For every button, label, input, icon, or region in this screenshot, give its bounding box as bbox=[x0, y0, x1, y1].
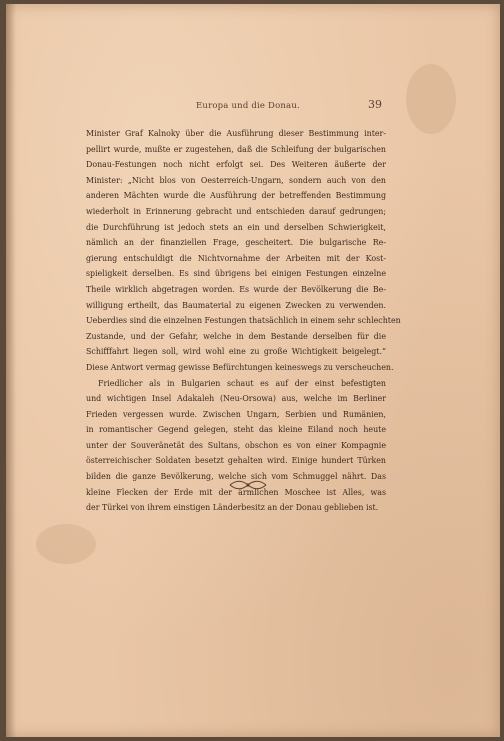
text-line: unter der Souveränetät des Sultans, obschon es von einer Kompagnie bbox=[86, 440, 386, 450]
text-line: Theile wirklich abgetragen worden. Es wurde der Bevölkerung die Be- bbox=[86, 284, 386, 294]
text-line: der Türkei von ihrem einstigen Länderbesitz an der Donau geblieben ist. bbox=[86, 503, 379, 513]
body-text bbox=[86, 126, 401, 516]
text-line: und wichtigen Insel Adakaleh (Neu-Orsowa) aus, welche im Berliner bbox=[86, 394, 386, 404]
text-line: Minister Graf Kalnoky über die Ausführung dieser Bestimmung inter- bbox=[86, 129, 386, 138]
ornamental-rule-icon bbox=[228, 479, 268, 491]
text-line: willigung ertheilt, das Baumaterial zu eigenen Zwecken zu verwenden. bbox=[86, 300, 386, 310]
text-line: anderen Mächten wurde die Ausführung der betreffenden Bestimmung bbox=[86, 191, 386, 201]
text-line: wiederholt in Erinnerung gebracht und entschieden darauf gedrungen; bbox=[86, 206, 386, 216]
page-header bbox=[6, 98, 500, 115]
book-page bbox=[6, 4, 500, 737]
paper-stain bbox=[36, 524, 96, 564]
text-line: kleine Flecken der Erde mit der ärmlichen Moschee ist Alles, was bbox=[86, 487, 386, 497]
text-line: Diese Antwort vermag gewisse Befürchtungen keineswegs zu verscheuchen. bbox=[86, 362, 394, 372]
text-line: spieligkeit derselben. Es sind übrigens bei einigen Festungen einzelne bbox=[86, 269, 386, 279]
text-line: Schifffahrt liegen soll, wird wohl eine zu große Wichtigkeit beigelegt.“ bbox=[86, 347, 386, 357]
text-line: gierung entschuldigt die Nichtvornahme der Arbeiten mit der Kost- bbox=[86, 253, 386, 263]
text-line: Frieden vergessen wurde. Zwischen Ungarn, Serbien und Rumänien, bbox=[86, 409, 386, 419]
text-line: Minister: „Nicht blos von Oesterreich-Ungarn, sondern auch von den bbox=[86, 175, 386, 185]
text-line: nämlich an der finanziellen Frage, gescheitert. Die bulgarische Re- bbox=[86, 238, 386, 248]
text-line: bilden die ganze Bevölkerung, welche sich vom Schmuggel nährt. Das bbox=[86, 472, 386, 482]
paper-stain bbox=[406, 64, 456, 134]
page-number: 39 bbox=[368, 98, 382, 111]
text-line: Zustande, und der Gefahr, welche in dem Bestande derselben für die bbox=[86, 331, 386, 341]
text-line: Donau-Festungen noch nicht erfolgt sei. Des Weiteren äußerte der bbox=[86, 160, 386, 170]
text-line: in romantischer Gegend gelegen, steht das kleine Eiland noch heute bbox=[86, 425, 386, 435]
text-line: Friedlicher als in Bulgarien schaut es auf der einst befestigten bbox=[98, 378, 386, 388]
text-line: Ueberdies sind die einzelnen Festungen thatsächlich in einem sehr schlechten bbox=[86, 316, 401, 326]
text-line: die Durchführung ist jedoch stets an ein und derselben Schwierigkeit, bbox=[86, 222, 386, 232]
text-line: pellirt wurde, mußte er zugestehen, daß die Schleifung der bulgarischen bbox=[86, 144, 386, 154]
running-head: Europa und die Donau. bbox=[196, 101, 300, 111]
text-line: österreichischer Soldaten besetzt gehalten wird. Einige hundert Türken bbox=[86, 456, 386, 466]
